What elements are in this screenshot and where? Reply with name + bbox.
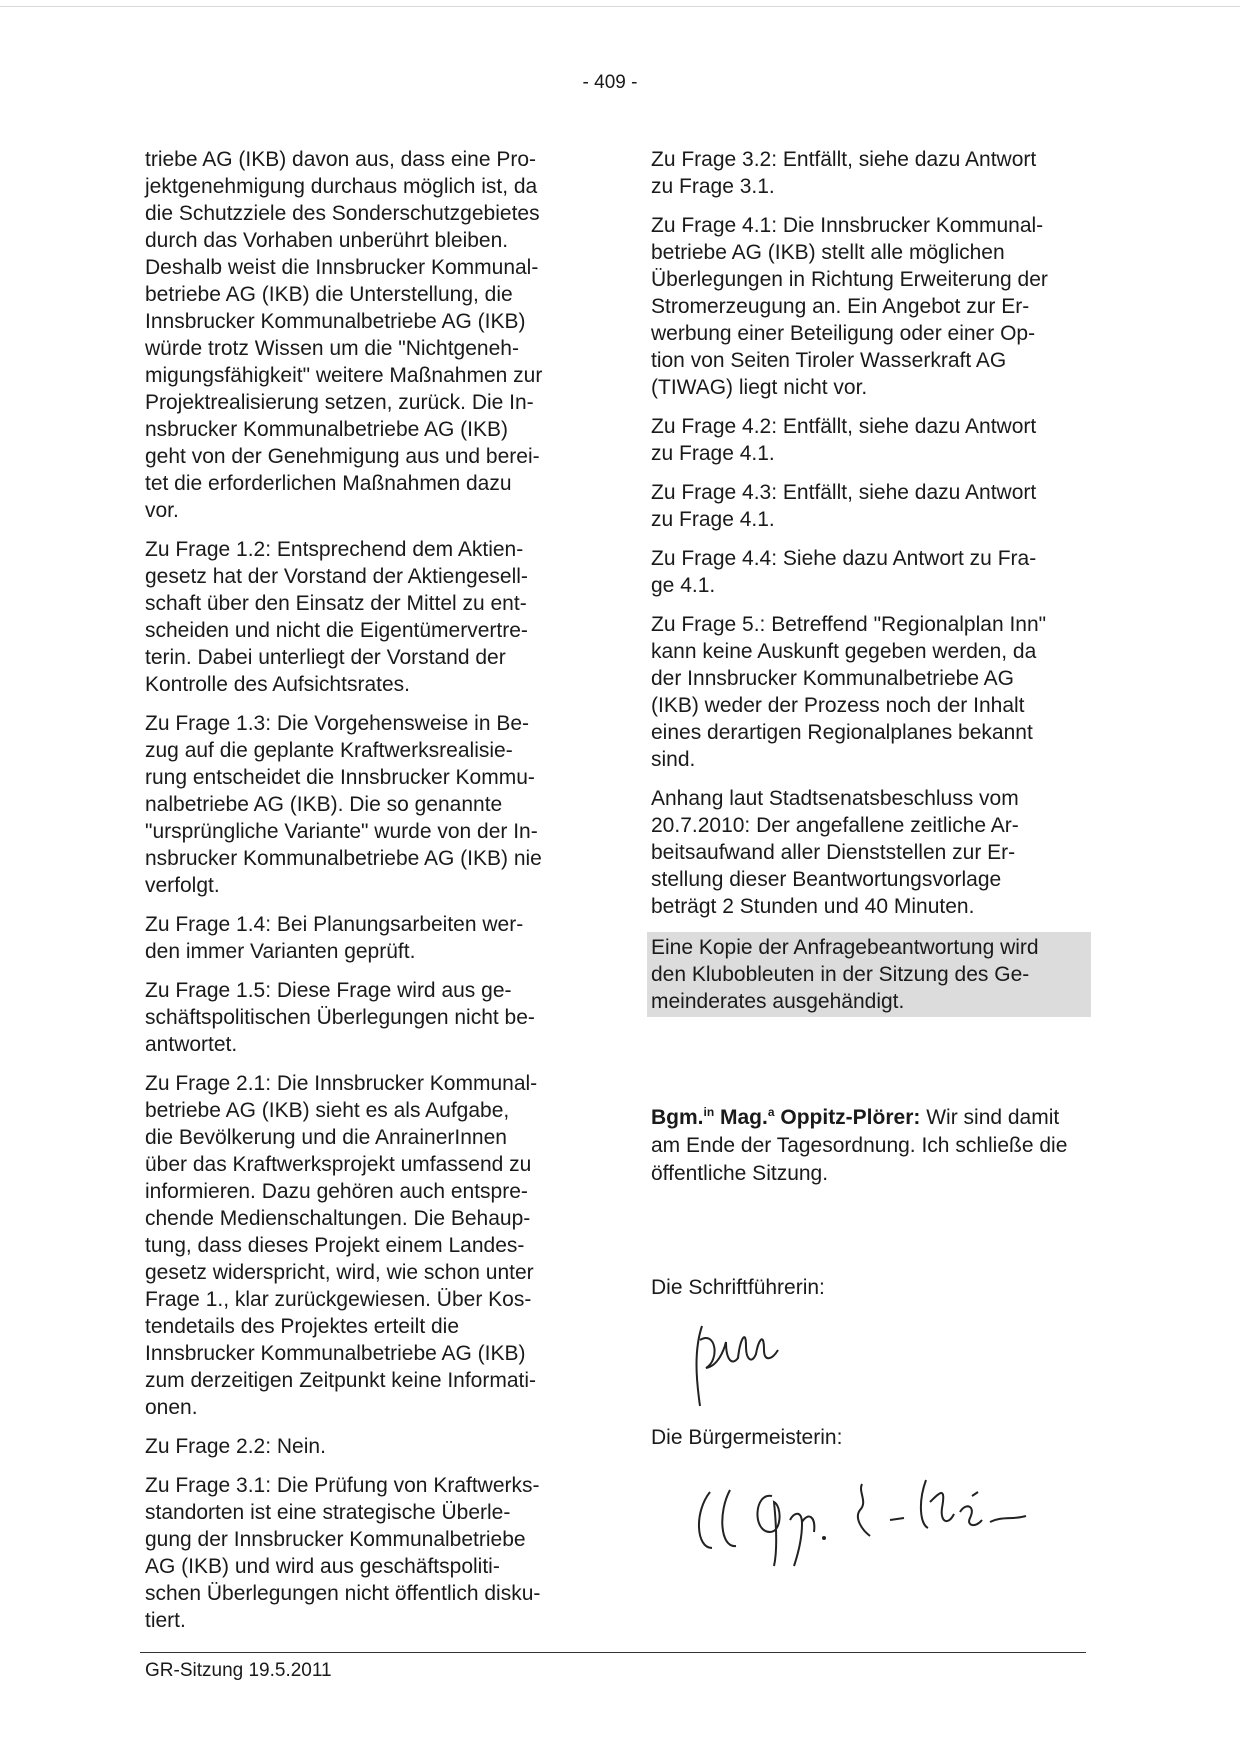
closing-statement bbox=[651, 1098, 1091, 1188]
recorder-label: Die Schriftführerin: bbox=[651, 1276, 825, 1299]
footer-divider bbox=[140, 1652, 1086, 1653]
left-column bbox=[145, 146, 605, 1646]
paragraph-frage-4-4: Zu Frage 4.4: Siehe dazu Antwort zu Fra- ge 4.1. bbox=[651, 547, 1037, 597]
paragraph-kopie-highlighted: Eine Kopie der Anfragebeantwortung wird den Klubobleuten in der Sitzung des Ge- meinderates ausgehändigt. bbox=[647, 932, 1091, 1017]
paragraph-frage-1-5: Zu Frage 1.5: Diese Frage wird aus ge- schäftspolitischen Überlegungen nicht be- antwortet. bbox=[145, 979, 535, 1056]
speaker-name: Bgm.$^{in}$ Mag.$^a$ Oppitz-Plörer: bbox=[651, 1105, 921, 1129]
paragraph-frage-3-2: Zu Frage 3.2: Entfällt, siehe dazu Antwort zu Frage 3.1. bbox=[651, 148, 1037, 198]
mayor-label: Die Bürgermeisterin: bbox=[651, 1426, 843, 1449]
mayor-signature bbox=[690, 1462, 1060, 1572]
closing-text: Wir sind damit am Ende der Tagesordnung. Ich schließe die öffentliche Sitzung. bbox=[651, 1106, 1068, 1185]
top-divider bbox=[0, 6, 1240, 7]
paragraph-frage-4-2: Zu Frage 4.2: Entfällt, siehe dazu Antwort zu Frage 4.1. bbox=[651, 415, 1037, 465]
paragraph-frage-3-1: Zu Frage 3.1: Die Prüfung von Kraftwerks- standorten ist eine strategische Überle- gung der Innsbrucker Kommunalbetriebe AG (IKB) und wird aus geschäftspoliti- schen Überlegungen nicht öffentlich disku- tiert. bbox=[145, 1474, 541, 1632]
footer-session-date: GR-Sitzung 19.5.2011 bbox=[145, 1660, 332, 1681]
paragraph-frage-1-4: Zu Frage 1.4: Bei Planungsarbeiten wer- den immer Varianten geprüft. bbox=[145, 913, 524, 963]
paragraph-anhang: Anhang laut Stadtsenatsbeschluss vom 20.7.2010: Der angefallene zeitliche Ar- beitsaufwand aller Dienststellen zur Er- stellung dieser Beantwortungsvorlage beträgt 2 Stunden und 40 Minuten. bbox=[651, 787, 1019, 918]
paragraph-frage-4-1: Zu Frage 4.1: Die Innsbrucker Kommunal- betriebe AG (IKB) stellt alle möglichen Überlegungen in Richtung Erweiterung der Stromerzeugung an. Ein Angebot zur Er- werbung einer Beteiligung oder einer Op- tion von Seiten Tiroler Wasserkraft AG (TIWAG) liegt nicht vor. bbox=[651, 214, 1048, 399]
page-number: - 409 - bbox=[582, 72, 638, 93]
paragraph-frage-4-3: Zu Frage 4.3: Entfällt, siehe dazu Antwort zu Frage 4.1. bbox=[651, 481, 1037, 531]
recorder-signature bbox=[690, 1320, 800, 1410]
paragraph-frage-5: Zu Frage 5.: Betreffend "Regionalplan Inn" kann keine Auskunft gegeben werden, da der Innsbrucker Kommunalbetriebe AG (IKB) weder der Prozess noch der Inhalt eines derartigen Regionalplanes bekannt sind. bbox=[651, 613, 1047, 771]
paragraph-ikb-continuation: triebe AG (IKB) davon aus, dass eine Pro- jektgenehmigung durchaus möglich ist, da die Schutzziele des Sonderschutzgebietes durch das Vorhaben unberührt bleiben. Deshalb weist die Innsbrucker Kommunal- betriebe AG (IKB) die Unterstellung, die Innsbrucker Kommunalbetriebe AG (IKB) würde trotz Wissen um die "Nichtgeneh- migungsfähigkeit" weitere Maßnahmen zur Projektrealisierung setzen, zurück. Die In- nsbrucker Kommunalbetriebe AG (IKB) geht von der Genehmigung aus und berei- tet die erforderlichen Maßnahmen dazu vor. bbox=[145, 148, 543, 522]
paragraph-frage-2-2: Zu Frage 2.2: Nein. bbox=[145, 1435, 326, 1458]
paragraph-frage-1-2: Zu Frage 1.2: Entsprechend dem Aktien- gesetz hat der Vorstand der Aktiengesell- schaft über den Einsatz der Mittel zu ent- scheiden und nicht die Eigentümervertre- terin. Dabei unterliegt der Vorstand der Kontrolle des Aufsichtsrates. bbox=[145, 538, 528, 696]
right-column bbox=[651, 146, 1091, 1029]
paragraph-frage-2-1: Zu Frage 2.1: Die Innsbrucker Kommunal- betriebe AG (IKB) sieht es als Aufgabe, die Bevölkerung und die AnrainerInnen über das Kraftwerksprojekt umfassend zu informieren. Dazu gehören auch entspre- chende Medienschaltungen. Die Behaup- tung, dass dieses Projekt einem Landes- gesetz widerspricht, wird, wie schon unter Frage 1., klar zurückgewiesen. Über Kos- tendetails des Projektes erteilt die Innsbrucker Kommunalbetriebe AG (IKB) zum derzeitigen Zeitpunkt keine Informati- onen. bbox=[145, 1072, 538, 1419]
paragraph-frage-1-3: Zu Frage 1.3: Die Vorgehensweise in Be- zug auf die geplante Kraftwerksrealisie- rung entscheidet die Innsbrucker Kommu- nalbetriebe AG (IKB). Die so genannte "ursprüngliche Variante" wurde von der In- nsbrucker Kommunalbetriebe AG (IKB) nie verfolgt. bbox=[145, 712, 542, 897]
